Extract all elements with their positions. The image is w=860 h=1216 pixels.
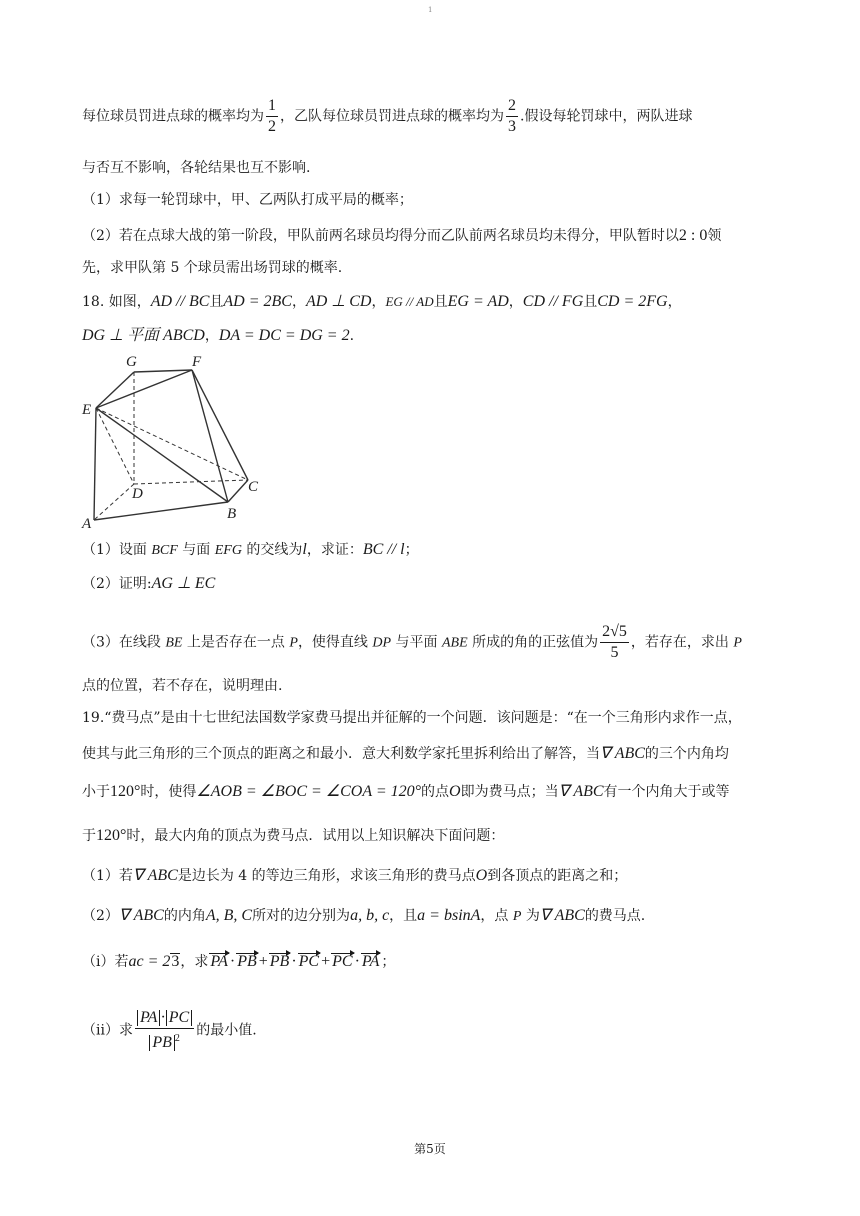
text: ，乙队每位球员罚进点球的概率均为	[280, 108, 504, 125]
header-mark: 1	[428, 6, 433, 14]
p19-question-i: （i）若ac = 23，求 PA · PB + PB · PC + PC · PA ；	[82, 953, 396, 970]
edge-DC	[134, 480, 248, 484]
p17-question-2: （2）若在点球大战的第一阶段，甲队前两名球员均得分而乙队前两名球员均未得分，甲队暂时以2 : 0领	[82, 227, 722, 244]
label-A: A	[82, 516, 92, 532]
edge-GE	[96, 372, 134, 408]
p18-intro-cont: DG ⊥ 平面 ABCD，DA = DC = DG = 2.	[82, 327, 355, 344]
label-G: G	[126, 354, 137, 370]
p17-question-1: （1）求每一轮罚球中，甲、乙两队打成平局的概率；	[82, 192, 413, 208]
edge-EB	[96, 408, 228, 502]
edge-ED	[96, 408, 134, 484]
p18-question-1: （1）设面 BCF 与面 EFG 的交线为l，求证：BC // l；	[82, 541, 419, 558]
vector-PB: PB	[269, 953, 290, 970]
label-D: D	[132, 486, 143, 502]
score: 2 : 0	[678, 227, 708, 244]
label-F: F	[192, 354, 202, 370]
label-E: E	[82, 402, 92, 418]
edge-DA	[94, 484, 134, 520]
p19-question-2: （2）∇ ABC的内角A, B, C所对的边分别为a, b, c，且a = bsinA，点 P 为∇ ABC的费马点.	[82, 907, 646, 924]
sqrt-3: 3	[171, 953, 180, 970]
fraction-2root5-over-5: $\frac{2√5}{5}$	[602, 623, 627, 661]
label-C: C	[248, 479, 259, 495]
edge-EA	[94, 408, 96, 520]
text: 每位球员罚进点球的概率均为	[82, 108, 264, 125]
p19-question-1: （1）若∇ ABC是边长为 4 的等边三角形，求该三角形的费马点O到各顶点的距离之和；	[82, 867, 628, 884]
fraction-two-thirds: $\frac{2}{3}$	[508, 97, 516, 135]
p18-question-3: （3）在线段 BE 上是否存在一点 P，使得直线 DP 与平面 ABE 所成的角的正弦值为 $\frac{2√5}{5}$ ，若存在，求出 P	[82, 623, 742, 661]
geometry-figure	[80, 352, 270, 532]
vector-PC: PC	[332, 953, 353, 970]
edge-BC	[228, 480, 248, 502]
fraction-half: $\frac{1}{2}$	[268, 97, 276, 135]
p19-line3: 小于120°时，使得∠AOB = ∠BOC = ∠COA = 120°的点O即为费马点；当∇ ABC有一个内角大于或等	[82, 783, 730, 800]
label-B: B	[227, 506, 237, 522]
p19-line4: 于120°时，最大内角的顶点为费马点．试用以上知识解决下面问题：	[82, 827, 505, 844]
p17-question-2-cont: 先，求甲队第 5 个球员需出场罚球的概率.	[82, 260, 343, 276]
p17-line1	[82, 96, 782, 137]
fraction-PA-PC-over-PB2: $\frac{PA \cdot PC}{PB ^2}$	[135, 1008, 194, 1053]
p17-line2: 与否互不影响，各轮结果也互不影响.	[82, 160, 311, 176]
vector-PA: PA	[361, 953, 380, 970]
vector-PA: PA	[210, 953, 228, 970]
page-number: 第5页	[414, 1142, 446, 1156]
p18-question-3-cont: 点的位置，若不存在，说明理由.	[82, 678, 283, 694]
text: .假设每轮罚球中，两队进球	[520, 108, 693, 125]
edge-EF	[96, 370, 192, 408]
edge-FC	[192, 370, 248, 480]
edge-EC	[96, 408, 248, 480]
edge-AB	[94, 502, 228, 520]
vector-PC: PC	[298, 953, 320, 970]
p18-question-2: （2）证明:AG ⊥ EC	[82, 575, 216, 592]
p19-line2: 使其与此三角形的三个顶点的距离之和最小．意大利数学家托里拆利给出了解答，当∇ ABC的三个内角均	[82, 745, 729, 762]
edge-GF	[134, 370, 192, 372]
p18-intro: 18. 如图，AD // BC且AD = 2BC，AD ⊥ CD，EG // AD且EG = AD，CD // FG且CD = 2FG，	[82, 293, 682, 310]
p19-question-ii: （ii）求 $\frac{PA \cdot PC}{PB ^2}$ 的最小值.	[82, 1009, 257, 1052]
vector-PB: PB	[237, 953, 257, 970]
p19-line1: 19.“费马点”是由十七世纪法国数学家费马提出并征解的一个问题．该问题是：“在一个三角形内求作一点，	[82, 710, 742, 726]
